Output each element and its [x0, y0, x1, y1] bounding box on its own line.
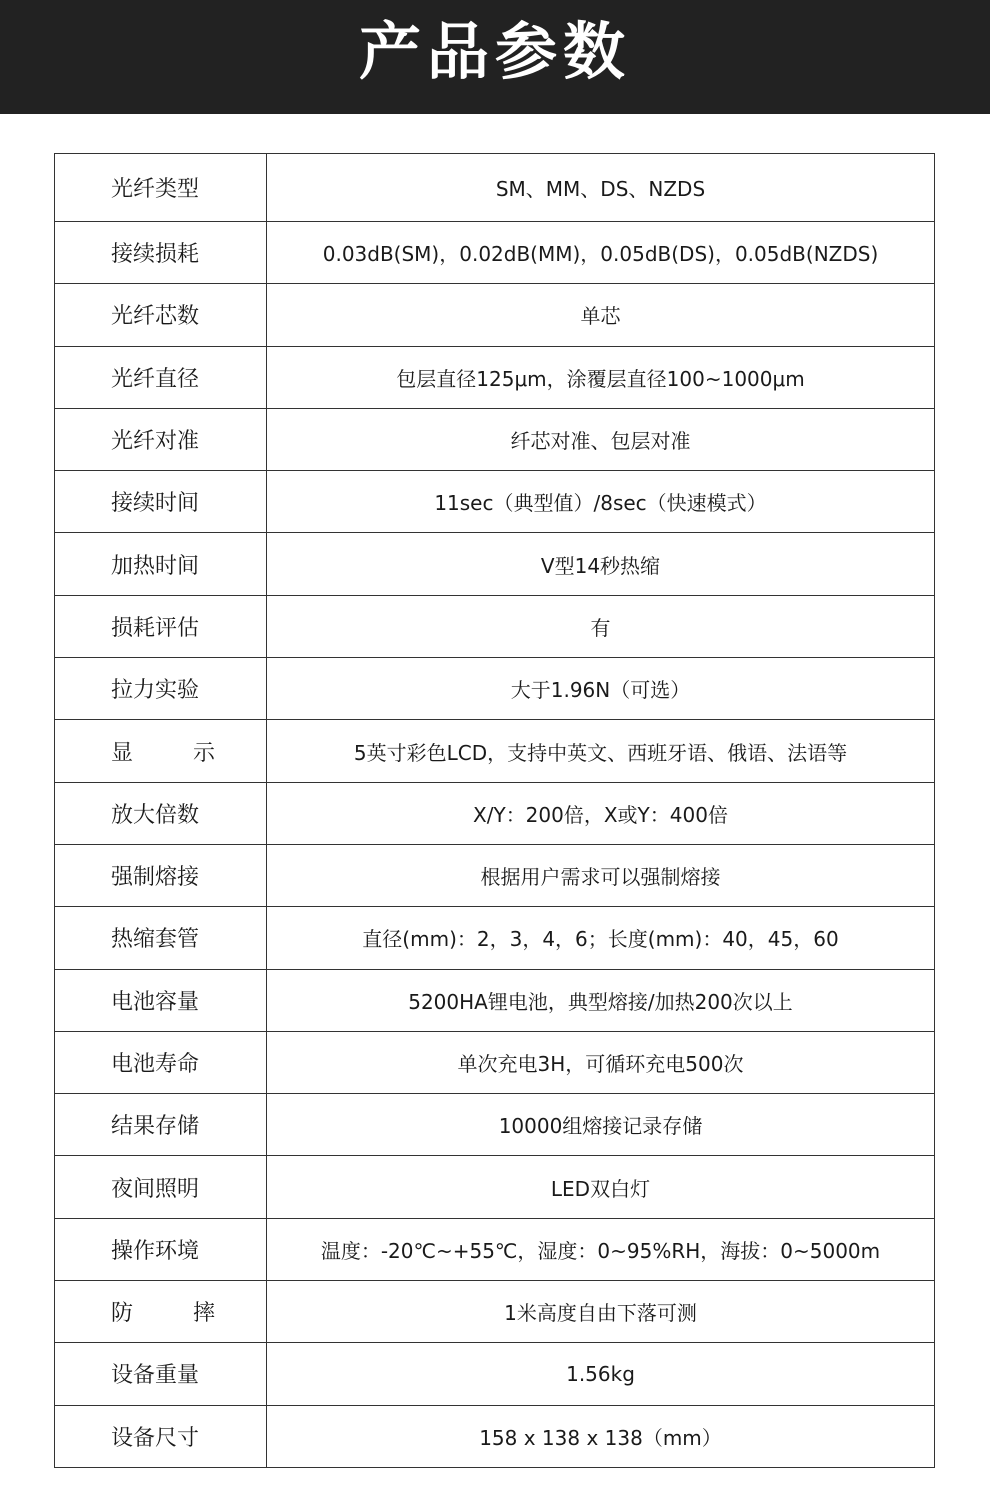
spec-label: 设备重量	[55, 1343, 267, 1405]
table-row	[55, 1156, 935, 1218]
table-row	[55, 844, 935, 906]
page-header	[0, 0, 990, 114]
spec-value: 11sec（典型值）/8sec（快速模式）	[267, 471, 935, 533]
spec-value: 1米高度自由下落可测	[267, 1281, 935, 1343]
spec-value: 根据用户需求可以强制熔接	[267, 844, 935, 906]
spec-label: 接续损耗	[55, 222, 267, 284]
spec-value: 158 x 138 x 138（mm）	[267, 1405, 935, 1467]
table-row	[55, 408, 935, 470]
table-row	[55, 533, 935, 595]
spec-label: 光纤芯数	[55, 284, 267, 346]
spec-label: 显示	[111, 740, 215, 766]
spec-value: 大于1.96N（可选）	[267, 658, 935, 720]
table-row	[55, 720, 935, 782]
table-row	[55, 658, 935, 720]
spec-label: 拉力实验	[55, 658, 267, 720]
spec-label: 放大倍数	[55, 782, 267, 844]
spec-value: 温度：-20℃~+55℃，湿度：0~95%RH，海拔：0~5000m	[267, 1218, 935, 1280]
spec-label: 防摔	[111, 1301, 215, 1327]
spec-label: 损耗评估	[55, 595, 267, 657]
spec-value: 10000组熔接记录存储	[267, 1094, 935, 1156]
spec-value: LED双白灯	[267, 1156, 935, 1218]
spec-value: 5200HA锂电池，典型熔接/加热200次以上	[267, 969, 935, 1031]
table-row	[55, 782, 935, 844]
spec-label: 接续时间	[55, 471, 267, 533]
spec-label: 操作环境	[55, 1218, 267, 1280]
page-title: 产品参数	[358, 15, 631, 88]
spec-table	[54, 153, 935, 1468]
spec-value: 直径(mm)：2，3，4，6；长度(mm)：40，45，60	[267, 907, 935, 969]
spec-value: 包层直径125μm，涂覆层直径100~1000μm	[267, 346, 935, 408]
table-row	[55, 907, 935, 969]
spec-label: 光纤类型	[55, 154, 267, 222]
spec-label: 结果存储	[55, 1094, 267, 1156]
spec-value: 1.56kg	[267, 1343, 935, 1405]
spec-label-cell	[55, 1281, 267, 1343]
spec-label: 夜间照明	[55, 1156, 267, 1218]
spec-value: 0.03dB(SM)，0.02dB(MM)，0.05dB(DS)，0.05dB(NZDS)	[267, 222, 935, 284]
table-row	[55, 284, 935, 346]
table-row	[55, 222, 935, 284]
table-row	[55, 1405, 935, 1467]
spec-label: 光纤对准	[55, 408, 267, 470]
spec-label: 强制熔接	[55, 844, 267, 906]
spec-value: 纤芯对准、包层对准	[267, 408, 935, 470]
spec-label: 设备尺寸	[55, 1405, 267, 1467]
spec-label: 光纤直径	[55, 346, 267, 408]
spec-value: 单芯	[267, 284, 935, 346]
spec-label: 电池寿命	[55, 1031, 267, 1093]
table-row	[55, 1218, 935, 1280]
table-row	[55, 471, 935, 533]
table-row	[55, 154, 935, 222]
table-row	[55, 1031, 935, 1093]
table-row	[55, 1094, 935, 1156]
spec-value: SM、MM、DS、NZDS	[267, 154, 935, 222]
spec-value: 有	[267, 595, 935, 657]
spec-value: 单次充电3H，可循环充电500次	[267, 1031, 935, 1093]
table-row	[55, 1281, 935, 1343]
spec-value: 5英寸彩色LCD，支持中英文、西班牙语、俄语、法语等	[267, 720, 935, 782]
spec-label: 加热时间	[55, 533, 267, 595]
table-row	[55, 595, 935, 657]
spec-value: V型14秒热缩	[267, 533, 935, 595]
table-row	[55, 1343, 935, 1405]
table-row	[55, 969, 935, 1031]
spec-label: 热缩套管	[55, 907, 267, 969]
spec-label-cell	[55, 720, 267, 782]
table-row	[55, 346, 935, 408]
spec-label: 电池容量	[55, 969, 267, 1031]
spec-value: X/Y：200倍，X或Y：400倍	[267, 782, 935, 844]
